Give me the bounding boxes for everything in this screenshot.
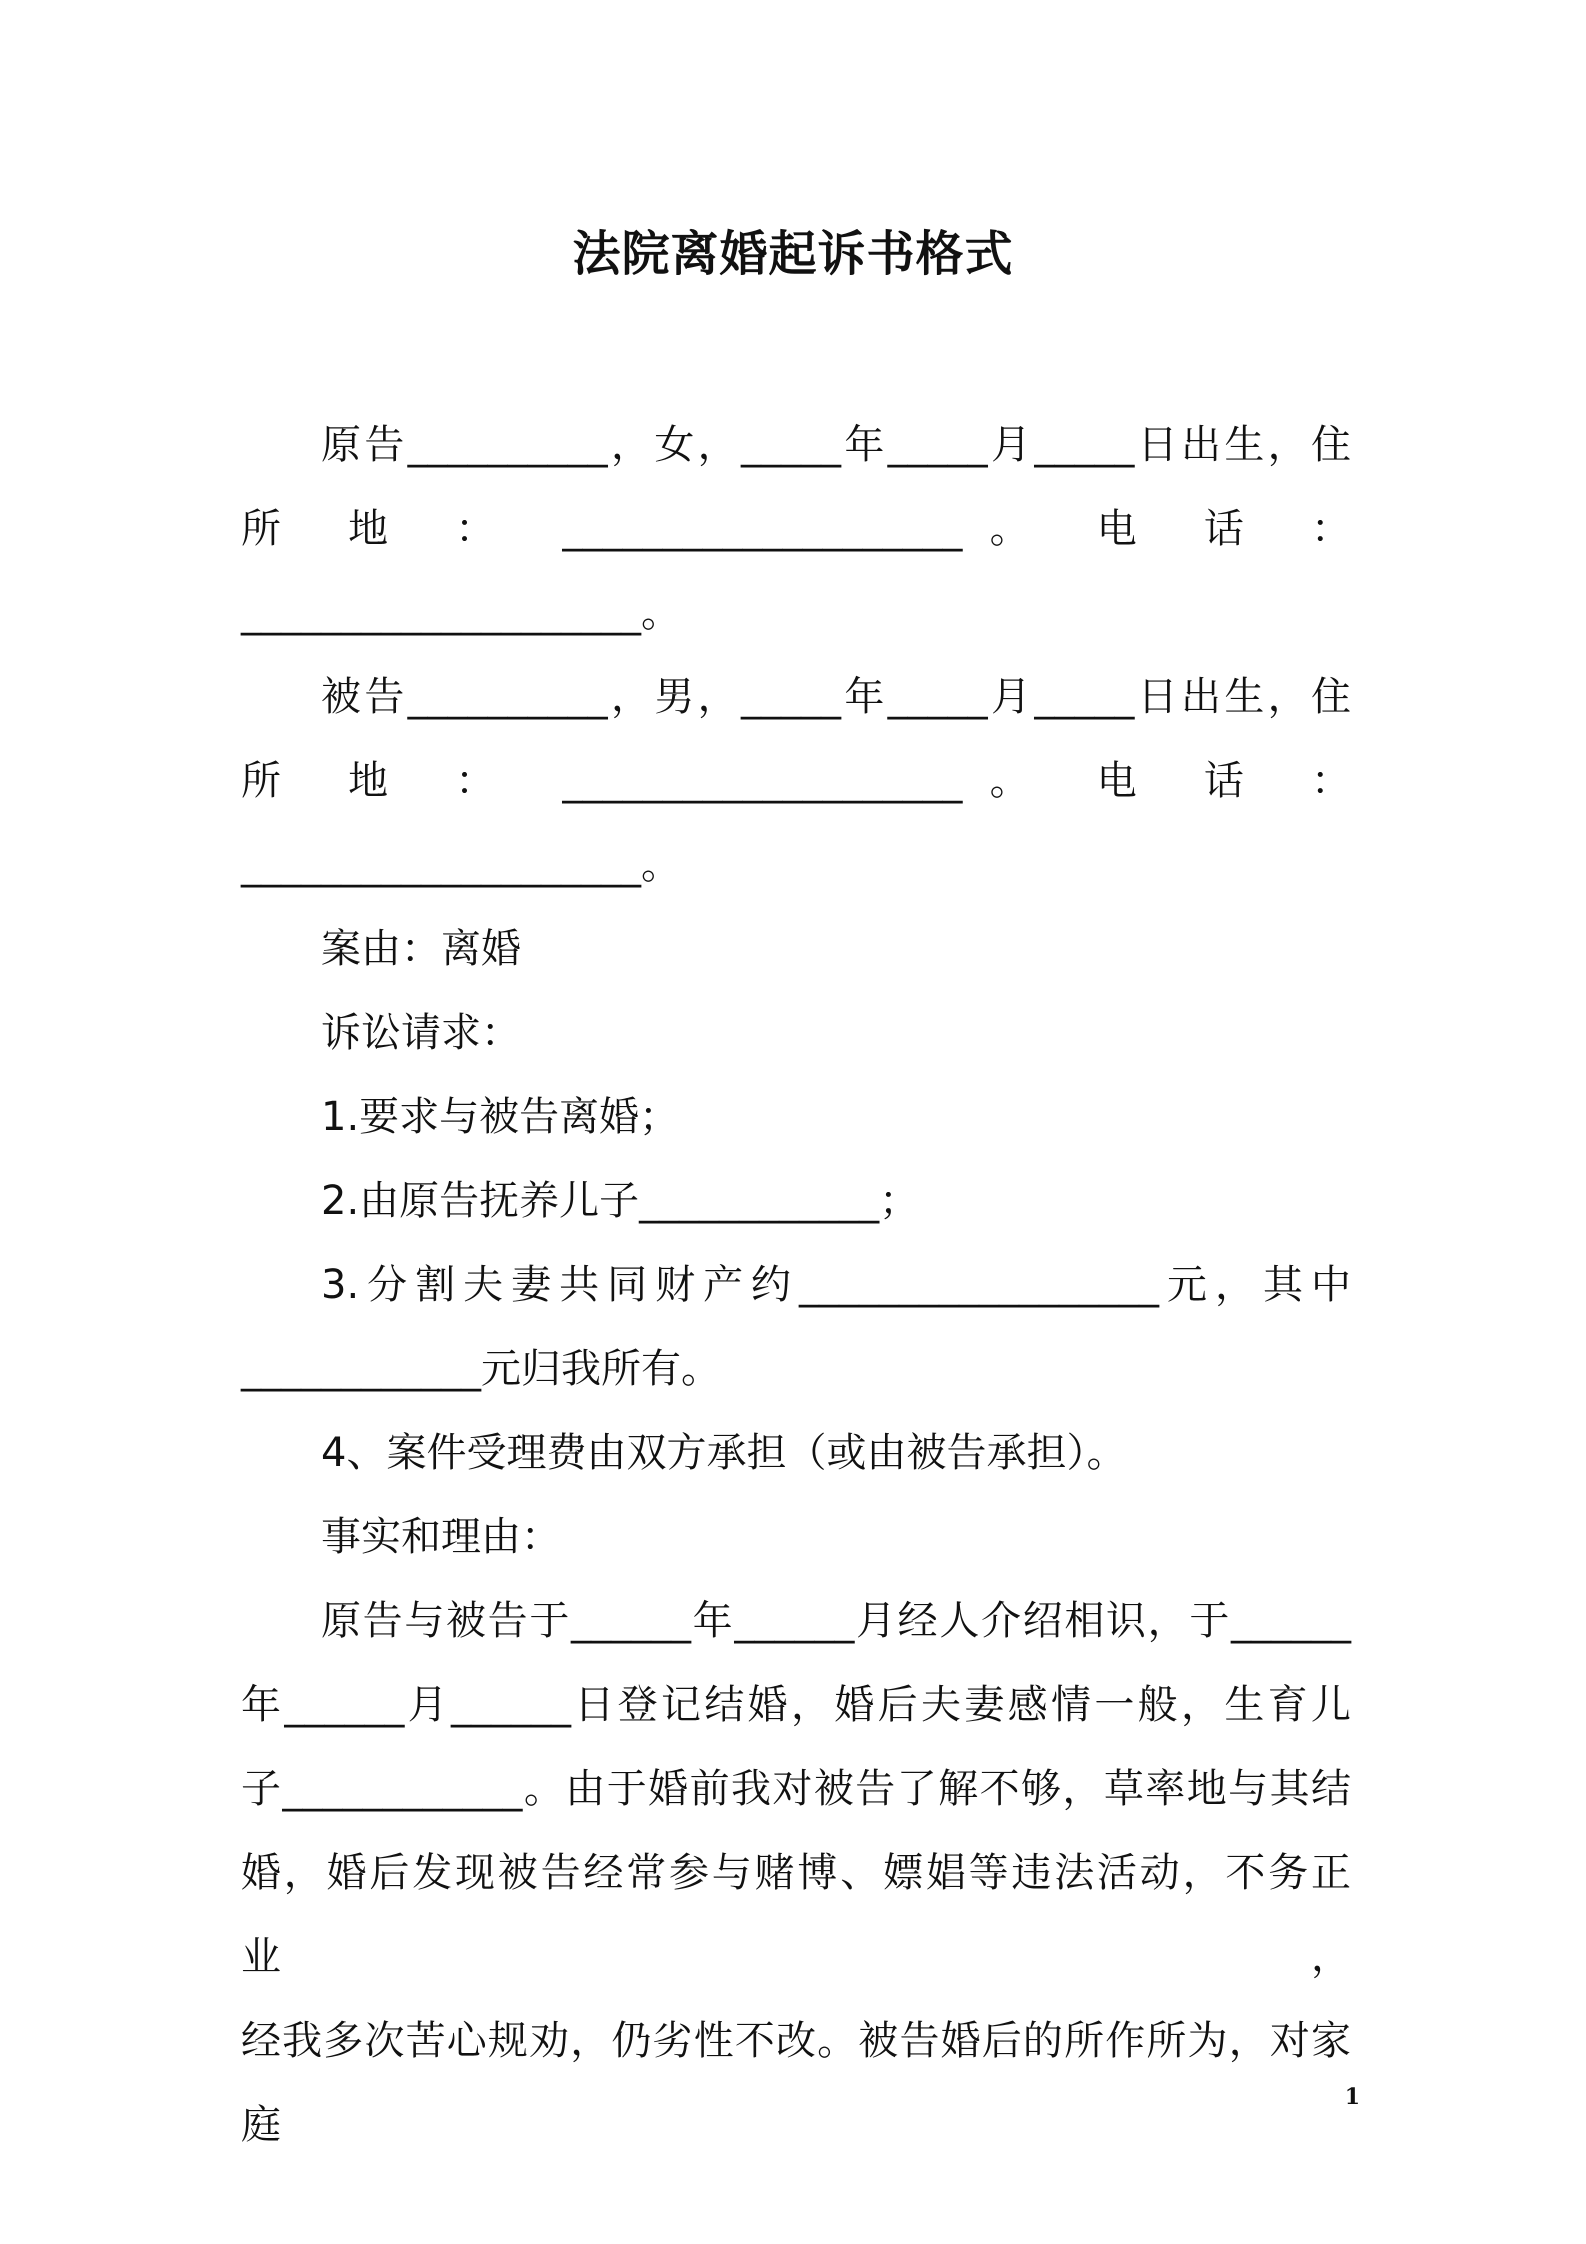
claim-item-continuation: ____________元归我所有。 <box>241 1346 721 1392</box>
facts-heading: 事实和理由： <box>321 1514 561 1560</box>
claim-item: 1.要求与被告离婚； <box>321 1094 680 1140</box>
facts-text-line: 原告与被告于______年______月经人介绍相识，于______ <box>321 1598 1351 1644</box>
defendant-phone-blank: ____________________。 <box>241 842 681 888</box>
facts-text-line: 婚，婚后发现被告经常参与赌博、嫖娼等违法活动，不务正业， <box>241 1850 1351 1980</box>
facts-text-line: 经我多次苦心规劝，仍劣性不改。被告婚后的所作所为，对家庭 <box>241 2018 1351 2148</box>
facts-text-line: 年______月______日登记结婚，婚后夫妻感情一般，生育儿 <box>241 1682 1351 1728</box>
facts-text-line: 子____________。由于婚前我对被告了解不够，草率地与其结 <box>241 1766 1351 1812</box>
document-body <box>241 403 1351 2167</box>
defendant-line: 被告__________，男，_____年_____月_____日出生，住 <box>321 674 1351 720</box>
claims-heading: 诉讼请求： <box>321 1010 521 1056</box>
defendant-address-phone-line: 所 地 ： ____________________。 电 话 ： <box>241 758 1351 804</box>
claim-item: 2.由原告抚养儿子____________； <box>321 1178 920 1224</box>
plaintiff-line: 原告__________，女，_____年_____月_____日出生，住 <box>321 422 1351 468</box>
claim-item: 4、案件受理费由双方承担（或由被告承担）。 <box>321 1430 1127 1476</box>
plaintiff-address-phone-line: 所 地 ： ____________________。 电 话 ： <box>241 506 1351 552</box>
case-cause: 案由：离婚 <box>321 926 521 972</box>
plaintiff-phone-blank: ____________________。 <box>241 590 681 636</box>
claim-item: 3.分割夫妻共同财产约__________________元，其中 <box>321 1262 1351 1308</box>
page-number: 1 <box>1344 2084 1360 2110</box>
document-title: 法院离婚起诉书格式 <box>572 226 1014 282</box>
